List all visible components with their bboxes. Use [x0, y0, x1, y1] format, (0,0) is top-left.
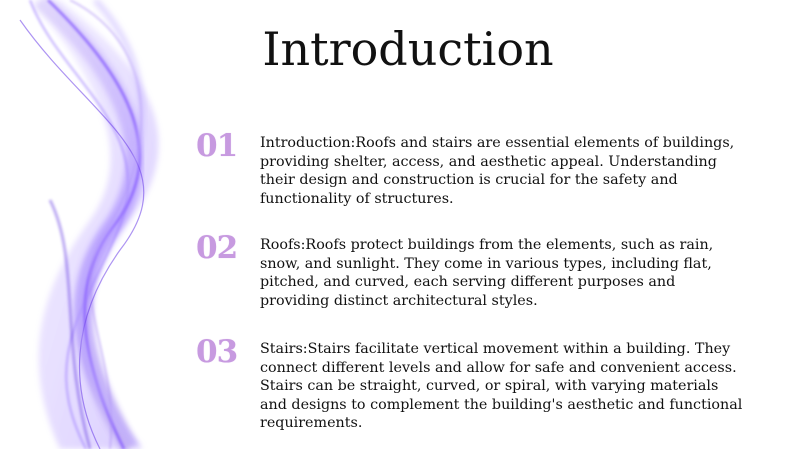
item-text: Roofs:Roofs protect buildings from the elements, such as rain, snow, and sunlight. They come in various types, including flat, pitched, and curved, each serving different purposes and providing distinct architectural styles. [260, 237, 714, 309]
item-number: 03 [196, 334, 238, 370]
item-text: Introduction:Roofs and stairs are essential elements of buildings, providing shelter, access, and aesthetic appeal. Understanding their design and construction is crucial for the safety and functionality of structures. [260, 135, 735, 207]
item-number: 01 [196, 128, 238, 164]
item-text: Stairs:Stairs facilitate vertical movement within a building. They connect different levels and allow for safe and convenient access. Stairs can be straight, curved, or spiral, with varying materials and designs to complement the building's aesthetic and functional requirements. [260, 341, 743, 431]
slide-title: Introduction [262, 22, 554, 76]
item-number: 02 [196, 230, 238, 266]
